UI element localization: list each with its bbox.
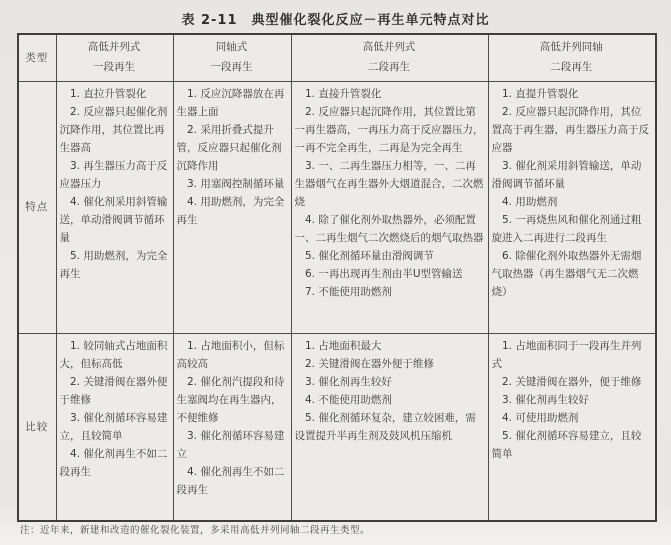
cell-item: 2. 反应器只起沉降作用，其位置比第一再生器高，一再压力高于反应器压力，一再不完全再生，二再是为完全再生 bbox=[294, 105, 484, 155]
comparison-cell-parallel-coaxial-2stage bbox=[488, 333, 656, 521]
cell-item: 3. 催化剂采用斜管输送，单动滑阀调节循环量 bbox=[491, 160, 642, 191]
column-header-line1: 高低并列同轴 bbox=[539, 41, 603, 53]
column-header-line1: 高低并列式 bbox=[362, 41, 416, 53]
comparison-cell-parallel-1stage bbox=[56, 333, 173, 521]
cell-item: 3. 再生器压力高于反应器压力 bbox=[59, 160, 168, 191]
column-header-line1: 高低并列式 bbox=[87, 41, 141, 53]
column-header-coaxial-1stage bbox=[173, 34, 291, 81]
cell-item: 2. 关键滑阀在器外，便于维修 bbox=[502, 375, 642, 388]
comparison-cell-coaxial-1stage bbox=[173, 333, 291, 521]
column-header-line2: 二段再生 bbox=[368, 60, 410, 73]
cell-item: 5. 催化剂循环容易建立，且较简单 bbox=[491, 430, 642, 461]
features-cell-parallel-1stage bbox=[56, 81, 173, 333]
cell-item: 2. 关键滑阀在器外便于维修 bbox=[305, 357, 434, 370]
cell-item: 5. 一再烧焦风和催化剂通过粗旋进入二再进行二段再生 bbox=[491, 214, 642, 245]
cell-item: 3. 用塞阀控制循环量 bbox=[187, 178, 285, 191]
corner-cell-type: 类型 bbox=[18, 34, 56, 81]
features-row bbox=[18, 81, 656, 333]
column-header-line2: 二段再生 bbox=[550, 60, 593, 73]
cell-item: 1. 较同轴式占地面积大，但标高低 bbox=[59, 339, 168, 370]
footnote: 注：近年来，新建和改造的催化裂化装置，多采用高低并列同轴二段再生类型。 bbox=[20, 525, 371, 536]
cell-item: 4. 催化剂再生不如二段再生 bbox=[59, 448, 168, 479]
row-label-features: 特点 bbox=[18, 81, 56, 333]
cell-item: 2. 采用折叠式提升管，反应器只起催化剂沉降作用 bbox=[176, 123, 282, 173]
cell-item: 2. 催化剂汽提段和待生塞阀均在再生器内，不便维修 bbox=[176, 375, 285, 425]
column-header-parallel-1stage bbox=[56, 34, 173, 81]
cell-item: 4. 除了催化剂外取热器外，必须配置一、二再生烟气二次燃烧后的烟气取热器 bbox=[294, 214, 484, 245]
cell-item: 6. 一再出现再生剂由半U型管输送 bbox=[305, 268, 463, 281]
cell-item: 5. 用助燃剂，为完全再生 bbox=[59, 250, 168, 281]
cell-item: 3. 催化剂再生较好 bbox=[502, 394, 589, 407]
cell-item: 4. 可使用助燃剂 bbox=[502, 412, 579, 425]
cell-item: 1. 反应沉降器放在再生器上面 bbox=[176, 87, 285, 118]
column-header-line1: 同轴式 bbox=[215, 41, 248, 53]
column-header-line2: 一段再生 bbox=[210, 60, 253, 73]
cell-item: 4. 催化剂采用斜管输送，单动滑阀调节循环量 bbox=[59, 196, 168, 245]
column-header-parallel-2stage bbox=[291, 34, 488, 81]
cell-item: 2. 反应器只起沉降作用，其位置高于再生器，再生器压力高于反应器 bbox=[491, 105, 649, 155]
features-cell-parallel-coaxial-2stage bbox=[488, 81, 656, 333]
cell-item: 1. 直拉升管裂化 bbox=[70, 87, 147, 100]
cell-item: 5. 催化剂循环量由滑阀调节 bbox=[305, 250, 434, 263]
cell-item: 6. 除催化剂外取热器外无需烟气取热器（再生器烟气无二次燃烧） bbox=[491, 250, 642, 299]
cell-item: 1. 占地面积小，但标高较高 bbox=[176, 339, 285, 370]
cell-item: 1. 占地面积最大 bbox=[305, 339, 382, 352]
cell-item: 4. 用助燃剂，为完全再生 bbox=[176, 196, 285, 227]
comparison-cell-parallel-2stage bbox=[291, 333, 488, 521]
column-header-line2: 一段再生 bbox=[93, 60, 135, 73]
cell-item: 2. 关键滑阀在器外便于维修 bbox=[59, 375, 168, 407]
header-row bbox=[18, 34, 656, 81]
cell-item: 5. 催化剂循环复杂，建立较困难，需设置提升半再生剂及鼓风机压缩机 bbox=[294, 412, 476, 443]
column-header-parallel-coaxial-2stage bbox=[488, 34, 656, 81]
features-cell-parallel-2stage bbox=[291, 81, 488, 333]
table-title: 表 2-11 典型催化裂化反应－再生单元特点对比 bbox=[181, 13, 490, 28]
cell-item: 1. 直提升管裂化 bbox=[502, 87, 579, 100]
cell-item: 4. 不能使用助燃剂 bbox=[305, 394, 392, 407]
cell-item: 3. 催化剂循环容易建立 bbox=[176, 430, 285, 461]
comparison-row bbox=[18, 333, 656, 521]
features-cell-coaxial-1stage bbox=[173, 81, 291, 333]
cell-item: 3. 催化剂循环容易建立，且较简单 bbox=[59, 412, 168, 443]
cell-item: 1. 直接升管裂化 bbox=[305, 87, 382, 100]
cell-item: 1. 占地面积同于一段再生并列式 bbox=[491, 339, 642, 370]
cell-item: 4. 用助燃剂 bbox=[502, 196, 558, 209]
row-label-comparison: 比较 bbox=[18, 333, 56, 521]
cell-item: 3. 催化剂再生较好 bbox=[305, 375, 392, 388]
cell-item: 3. 一、二再生器压力相等，一、二再生器烟气在再生器外大烟道混合，二次燃烧 bbox=[294, 160, 484, 209]
cell-item: 7. 不能使用助燃剂 bbox=[305, 286, 392, 299]
cell-item: 2. 反应器只起催化剂沉降作用，其位置比再生器高 bbox=[59, 105, 168, 155]
comparison-table bbox=[17, 33, 657, 522]
cell-item: 4. 催化剂再生不如二段再生 bbox=[176, 466, 285, 497]
